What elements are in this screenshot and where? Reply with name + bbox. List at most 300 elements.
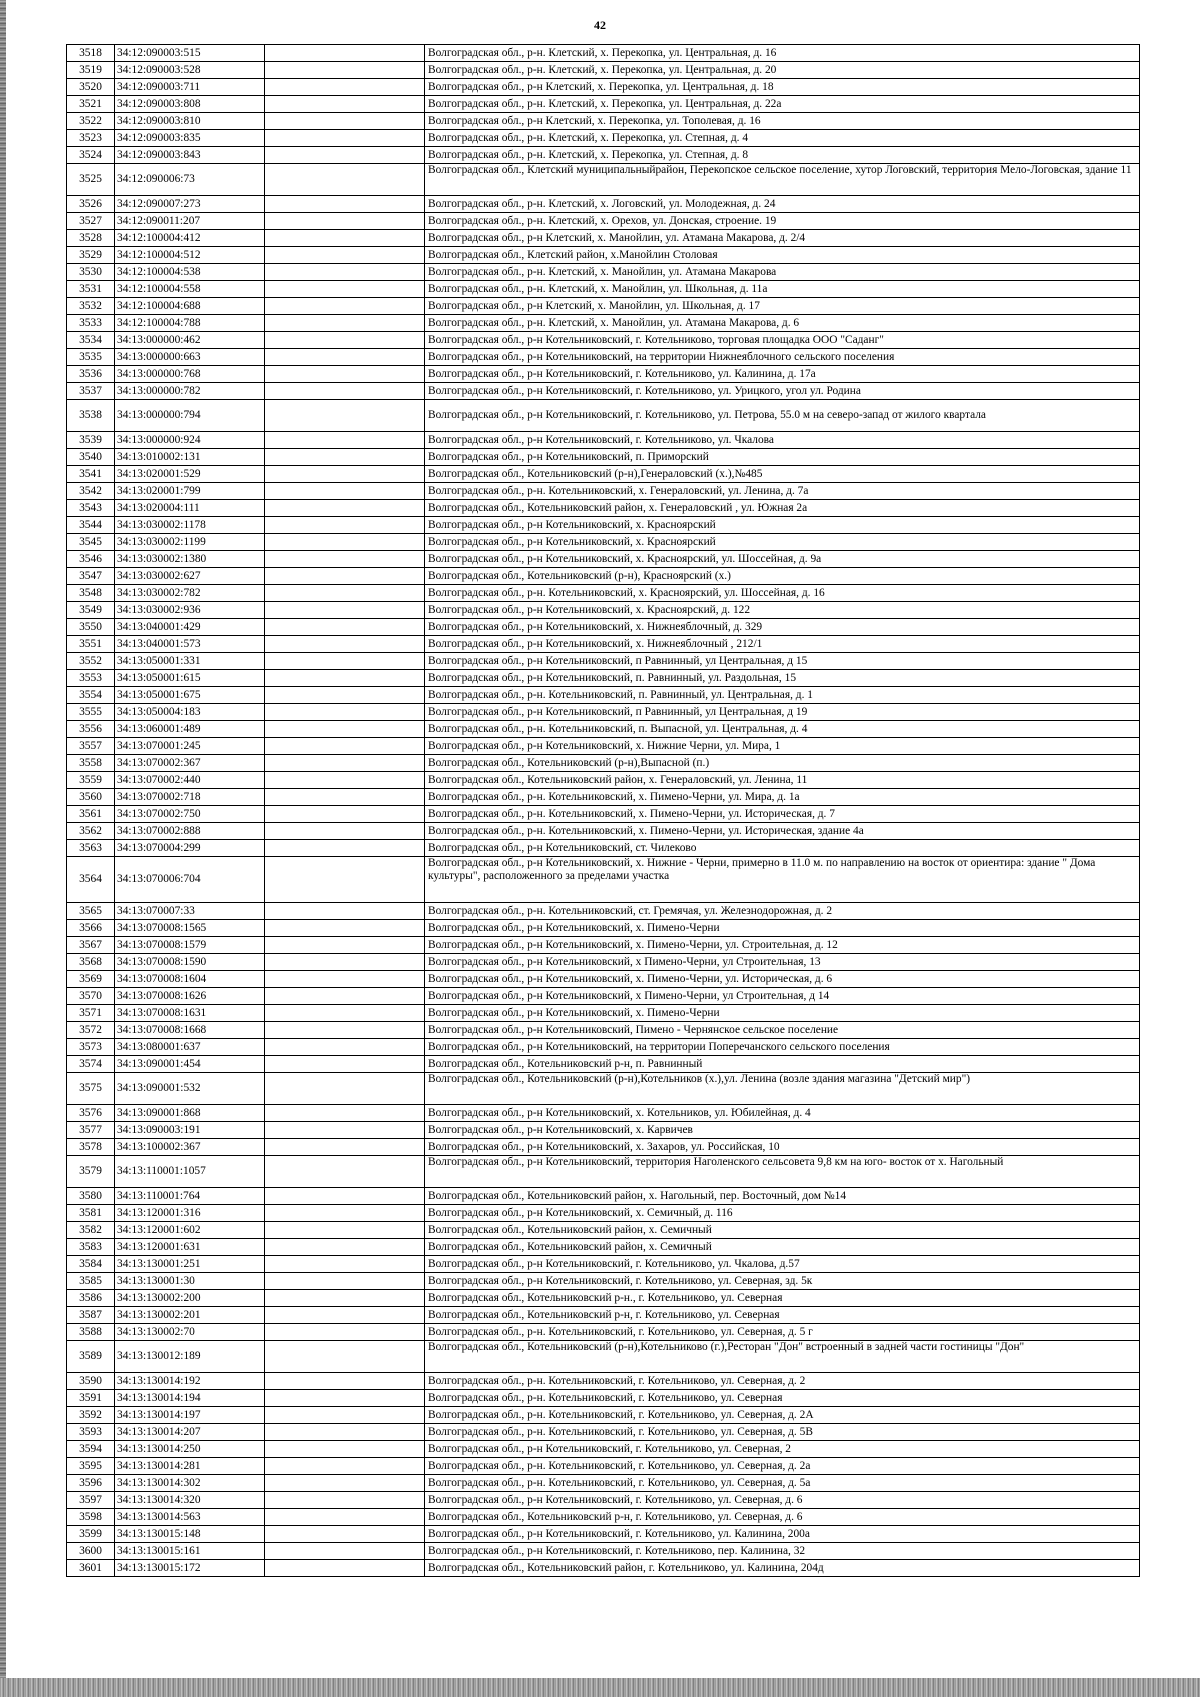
empty-cell [265, 1458, 425, 1475]
table-row [67, 113, 1140, 130]
cadastral-number: 34:13:130014:281 [115, 1458, 265, 1475]
cadastral-number: 34:13:020004:111 [115, 500, 265, 517]
empty-cell [265, 315, 425, 332]
row-number: 3597 [67, 1492, 115, 1509]
cadastral-number: 34:12:090003:835 [115, 130, 265, 147]
cadastral-number: 34:13:030002:1380 [115, 551, 265, 568]
row-number: 3546 [67, 551, 115, 568]
row-number: 3592 [67, 1407, 115, 1424]
empty-cell [265, 840, 425, 857]
table-row [67, 164, 1140, 196]
empty-cell [265, 619, 425, 636]
empty-cell [265, 517, 425, 534]
empty-cell [265, 298, 425, 315]
row-number: 3601 [67, 1560, 115, 1577]
row-number: 3580 [67, 1188, 115, 1205]
empty-cell [265, 1039, 425, 1056]
table-row [67, 281, 1140, 298]
empty-cell [265, 1005, 425, 1022]
address: Волгоградская обл., р-н. Котельниковский, г. Котельниково, ул. Северная, д. 2а [425, 1458, 1140, 1475]
empty-cell [265, 636, 425, 653]
row-number: 3536 [67, 366, 115, 383]
row-number: 3583 [67, 1239, 115, 1256]
row-number: 3539 [67, 432, 115, 449]
row-number: 3545 [67, 534, 115, 551]
empty-cell [265, 483, 425, 500]
address: Волгоградская обл., р-н. Котельниковский, х. Пимено-Черни, ул. Историческая, д. 7 [425, 806, 1140, 823]
address: Волгоградская обл., р-н Котельниковский, г. Котельниково, ул. Чкалова [425, 432, 1140, 449]
address: Волгоградская обл., р-н. Клетский, х. Логовский, ул. Молодежная, д. 24 [425, 196, 1140, 213]
row-number: 3557 [67, 738, 115, 755]
row-number: 3576 [67, 1105, 115, 1122]
table-row [67, 264, 1140, 281]
table-row [67, 130, 1140, 147]
cadastral-number: 34:13:040001:429 [115, 619, 265, 636]
table-row [67, 1475, 1140, 1492]
row-number: 3582 [67, 1222, 115, 1239]
table-row [67, 247, 1140, 264]
row-number: 3519 [67, 62, 115, 79]
cadastral-number: 34:13:130014:302 [115, 1475, 265, 1492]
empty-cell [265, 1407, 425, 1424]
address: Волгоградская обл., р-н. Клетский, х. Манойлин, ул. Школьная, д. 11а [425, 281, 1140, 298]
empty-cell [265, 1341, 425, 1373]
cadastral-number: 34:13:030002:782 [115, 585, 265, 602]
row-number: 3544 [67, 517, 115, 534]
address: Волгоградская обл., Котельниковский район, г. Котельниково, ул. Калинина, 204д [425, 1560, 1140, 1577]
empty-cell [265, 1424, 425, 1441]
address: Волгоградская обл., р-н. Клетский, х. Перекопка, ул. Центральная, д. 20 [425, 62, 1140, 79]
table-row [67, 1509, 1140, 1526]
address: Волгоградская обл., р-н Клетский, х. Перекопка, ул. Тополевая, д. 16 [425, 113, 1140, 130]
cadastral-number: 34:13:000000:768 [115, 366, 265, 383]
cadastral-number: 34:12:090003:843 [115, 147, 265, 164]
row-number: 3570 [67, 988, 115, 1005]
address: Волгоградская обл., р-н. Клетский, х. Орехов, ул. Донская, строение. 19 [425, 213, 1140, 230]
address: Волгоградская обл., Котельниковский район, х. Генераловский , ул. Южная 2а [425, 500, 1140, 517]
address: Волгоградская обл., Клетский район, х.Манойлин Столовая [425, 247, 1140, 264]
table-row [67, 721, 1140, 738]
cadastral-number: 34:12:090011:207 [115, 213, 265, 230]
row-number: 3567 [67, 937, 115, 954]
table-row [67, 738, 1140, 755]
empty-cell [265, 551, 425, 568]
empty-cell [265, 534, 425, 551]
row-number: 3520 [67, 79, 115, 96]
cadastral-number: 34:13:130002:70 [115, 1324, 265, 1341]
empty-cell [265, 45, 425, 62]
empty-cell [265, 213, 425, 230]
row-number: 3561 [67, 806, 115, 823]
cadastral-number: 34:13:070001:245 [115, 738, 265, 755]
cadastral-number: 34:13:070008:1631 [115, 1005, 265, 1022]
table-row [67, 196, 1140, 213]
address: Волгоградская обл., р-н. Клетский, х. Манойлин, ул. Атамана Макарова [425, 264, 1140, 281]
empty-cell [265, 1526, 425, 1543]
empty-cell [265, 971, 425, 988]
table-row [67, 147, 1140, 164]
cadastral-number: 34:12:090003:528 [115, 62, 265, 79]
address: Волгоградская обл., р-н. Клетский, х. Манойлин, ул. Атамана Макарова, д. 6 [425, 315, 1140, 332]
cadastral-number: 34:13:050004:183 [115, 704, 265, 721]
address: Волгоградская обл., Клетский муниципальныйрайон, Перекопское сельское поселение, хутор Логовский, территория Мело-Логовская, здание 11 [425, 164, 1140, 196]
row-number: 3553 [67, 670, 115, 687]
cadastral-number: 34:13:130014:320 [115, 1492, 265, 1509]
table-row [67, 1156, 1140, 1188]
table-row [67, 1526, 1140, 1543]
cadastral-number: 34:13:130014:207 [115, 1424, 265, 1441]
table-row [67, 1073, 1140, 1105]
empty-cell [265, 670, 425, 687]
table-row [67, 823, 1140, 840]
table-row [67, 1039, 1140, 1056]
address: Волгоградская обл., р-н. Котельниковский, х. Пимено-Черни, ул. Историческая, здание 4а [425, 823, 1140, 840]
table-row [67, 937, 1140, 954]
address: Волгоградская обл., р-н. Котельниковский, г. Котельниково, ул. Северная, д. 2 [425, 1373, 1140, 1390]
row-number: 3559 [67, 772, 115, 789]
cadastral-number: 34:13:050001:615 [115, 670, 265, 687]
row-number: 3596 [67, 1475, 115, 1492]
empty-cell [265, 1205, 425, 1222]
row-number: 3531 [67, 281, 115, 298]
row-number: 3575 [67, 1073, 115, 1105]
address: Волгоградская обл., р-н Котельниковский, х. Семичный, д. 116 [425, 1205, 1140, 1222]
cadastral-number: 34:13:050001:675 [115, 687, 265, 704]
table-row [67, 213, 1140, 230]
table-row [67, 619, 1140, 636]
empty-cell [265, 1156, 425, 1188]
address: Волгоградская обл., р-н Котельниковский, п. Приморский [425, 449, 1140, 466]
address: Волгоградская обл., Котельниковский р-н, п. Равнинный [425, 1056, 1140, 1073]
row-number: 3591 [67, 1390, 115, 1407]
table-row [67, 585, 1140, 602]
address: Волгоградская обл., р-н Клетский, х. Манойлин, ул. Атамана Макарова, д. 2/4 [425, 230, 1140, 247]
cadastral-number: 34:13:130014:197 [115, 1407, 265, 1424]
empty-cell [265, 1373, 425, 1390]
cadastral-number: 34:13:000000:663 [115, 349, 265, 366]
cadastral-number: 34:13:070008:1604 [115, 971, 265, 988]
row-number: 3574 [67, 1056, 115, 1073]
row-number: 3522 [67, 113, 115, 130]
empty-cell [265, 920, 425, 937]
address: Волгоградская обл., Котельниковский район, х. Семичный [425, 1222, 1140, 1239]
table-row [67, 704, 1140, 721]
table-row [67, 517, 1140, 534]
table-row [67, 840, 1140, 857]
table-row [67, 954, 1140, 971]
address: Волгоградская обл., р-н Котельниковский, х. Карвичев [425, 1122, 1140, 1139]
cadastral-number: 34:13:130014:250 [115, 1441, 265, 1458]
empty-cell [265, 721, 425, 738]
cadastral-number: 34:13:060001:489 [115, 721, 265, 738]
empty-cell [265, 806, 425, 823]
empty-cell [265, 1543, 425, 1560]
empty-cell [265, 1188, 425, 1205]
table-row [67, 1324, 1140, 1341]
row-number: 3551 [67, 636, 115, 653]
row-number: 3558 [67, 755, 115, 772]
cadastral-number: 34:13:020001:529 [115, 466, 265, 483]
row-number: 3548 [67, 585, 115, 602]
empty-cell [265, 755, 425, 772]
address: Волгоградская обл., р-н Котельниковский, г. Котельниково, ул. Урицкого, угол ул. Родина [425, 383, 1140, 400]
address: Волгоградская обл., р-н Котельниковский, г. Котельниково, торговая площадка ООО "Саданг" [425, 332, 1140, 349]
cadastral-number: 34:12:100004:512 [115, 247, 265, 264]
table-row [67, 315, 1140, 332]
cadastral-number: 34:12:090003:711 [115, 79, 265, 96]
empty-cell [265, 602, 425, 619]
empty-cell [265, 130, 425, 147]
empty-cell [265, 1122, 425, 1139]
empty-cell [265, 1022, 425, 1039]
empty-cell [265, 1105, 425, 1122]
cadastral-number: 34:13:130012:189 [115, 1341, 265, 1373]
table-row [67, 298, 1140, 315]
table-row [67, 1424, 1140, 1441]
address: Волгоградская обл., р-н. Клетский, х. Перекопка, ул. Степная, д. 8 [425, 147, 1140, 164]
empty-cell [265, 1239, 425, 1256]
address: Волгоградская обл., р-н Котельниковский, г. Котельниково, ул. Петрова, 55.0 м на северо-запад от жилого квартала [425, 400, 1140, 432]
table-row [67, 1373, 1140, 1390]
row-number: 3563 [67, 840, 115, 857]
empty-cell [265, 147, 425, 164]
empty-cell [265, 62, 425, 79]
table-row [67, 1205, 1140, 1222]
row-number: 3537 [67, 383, 115, 400]
table-row [67, 1307, 1140, 1324]
table-row [67, 1122, 1140, 1139]
empty-cell [265, 1273, 425, 1290]
table-row [67, 400, 1140, 432]
address: Волгоградская обл., Котельниковский р-н, г. Котельниково, ул. Северная [425, 1307, 1140, 1324]
row-number: 3530 [67, 264, 115, 281]
row-number: 3535 [67, 349, 115, 366]
cadastral-number: 34:13:090003:191 [115, 1122, 265, 1139]
cadastral-number: 34:13:070007:33 [115, 903, 265, 920]
address: Волгоградская обл., Котельниковский р-н, г. Котельниково, ул. Северная, д. 6 [425, 1509, 1140, 1526]
empty-cell [265, 164, 425, 196]
row-number: 3534 [67, 332, 115, 349]
address: Волгоградская обл., р-н. Котельниковский, х. Красноярский, ул. Шоссейная, д. 16 [425, 585, 1140, 602]
table-row [67, 1407, 1140, 1424]
empty-cell [265, 1441, 425, 1458]
row-number: 3577 [67, 1122, 115, 1139]
empty-cell [265, 79, 425, 96]
table-row [67, 466, 1140, 483]
empty-cell [265, 196, 425, 213]
cadastral-number: 34:12:090003:808 [115, 96, 265, 113]
address: Волгоградская обл., р-н Котельниковский, г. Котельниково, ул. Чкалова, д.57 [425, 1256, 1140, 1273]
cadastral-number: 34:13:030002:1199 [115, 534, 265, 551]
empty-cell [265, 1139, 425, 1156]
table-row [67, 62, 1140, 79]
row-number: 3598 [67, 1509, 115, 1526]
address: Волгоградская обл., р-н Котельниковский, х. Пимено-Черни [425, 920, 1140, 937]
cadastral-number: 34:13:130014:194 [115, 1390, 265, 1407]
cadastral-number: 34:13:130015:148 [115, 1526, 265, 1543]
table-row [67, 920, 1140, 937]
table-row [67, 971, 1140, 988]
table-row [67, 79, 1140, 96]
empty-cell [265, 988, 425, 1005]
row-number: 3599 [67, 1526, 115, 1543]
table-row [67, 551, 1140, 568]
row-number: 3573 [67, 1039, 115, 1056]
empty-cell [265, 264, 425, 281]
address: Волгоградская обл., р-н Котельниковский, на территории Нижнеяблочного сельского поселения [425, 349, 1140, 366]
address: Волгоградская обл., р-н. Котельниковский, х. Генераловский, ул. Ленина, д. 7а [425, 483, 1140, 500]
page-number: 42 [594, 18, 606, 32]
table-row [67, 568, 1140, 585]
cadastral-number: 34:13:070008:1590 [115, 954, 265, 971]
cadastral-number: 34:13:120001:631 [115, 1239, 265, 1256]
cadastral-number: 34:12:090006:73 [115, 164, 265, 196]
table-row [67, 332, 1140, 349]
address: Волгоградская обл., р-н Котельниковский, х. Красноярский [425, 534, 1140, 551]
address: Волгоградская обл., р-н Котельниковский, на территории Поперечанского сельского поселения [425, 1039, 1140, 1056]
cadastral-number: 34:12:090003:810 [115, 113, 265, 130]
row-number: 3541 [67, 466, 115, 483]
table-row [67, 1256, 1140, 1273]
table-row [67, 96, 1140, 113]
row-number: 3523 [67, 130, 115, 147]
table-row [67, 1390, 1140, 1407]
table-row [67, 45, 1140, 62]
cadastral-number: 34:13:110001:764 [115, 1188, 265, 1205]
address: Волгоградская обл., р-н Котельниковский, г. Котельниково, пер. Калинина, 32 [425, 1543, 1140, 1560]
cadastral-number: 34:12:090003:515 [115, 45, 265, 62]
table-row [67, 755, 1140, 772]
row-number: 3594 [67, 1441, 115, 1458]
row-number: 3542 [67, 483, 115, 500]
cadastral-number: 34:13:130001:251 [115, 1256, 265, 1273]
address: Волгоградская обл., Котельниковский (р-н),Генераловский (х.),№485 [425, 466, 1140, 483]
cadastral-number: 34:13:090001:532 [115, 1073, 265, 1105]
empty-cell [265, 1307, 425, 1324]
address: Волгоградская обл., р-н. Котельниковский, х. Пимено-Черни, ул. Мира, д. 1а [425, 789, 1140, 806]
empty-cell [265, 903, 425, 920]
address: Волгоградская обл., р-н Котельниковский, г. Котельниково, ул. Калинина, 200а [425, 1526, 1140, 1543]
address: Волгоградская обл., р-н Котельниковский, х. Нижнеяблочный, д. 329 [425, 619, 1140, 636]
empty-cell [265, 1390, 425, 1407]
address: Волгоградская обл., р-н. Клетский, х. Перекопка, ул. Центральная, д. 22а [425, 96, 1140, 113]
empty-cell [265, 1056, 425, 1073]
empty-cell [265, 789, 425, 806]
row-number: 3588 [67, 1324, 115, 1341]
table-row [67, 687, 1140, 704]
empty-cell [265, 954, 425, 971]
row-number: 3600 [67, 1543, 115, 1560]
table-row [67, 349, 1140, 366]
row-number: 3572 [67, 1022, 115, 1039]
cadastral-number: 34:13:130001:30 [115, 1273, 265, 1290]
row-number: 3587 [67, 1307, 115, 1324]
table-row [67, 230, 1140, 247]
row-number: 3556 [67, 721, 115, 738]
row-number: 3568 [67, 954, 115, 971]
cadastral-number: 34:12:100004:412 [115, 230, 265, 247]
address: Волгоградская обл., р-н Котельниковский, п. Равнинный, ул. Раздольная, 15 [425, 670, 1140, 687]
cadastral-number: 34:13:020001:799 [115, 483, 265, 500]
cadastral-number: 34:13:070002:367 [115, 755, 265, 772]
row-number: 3564 [67, 857, 115, 903]
address: Волгоградская обл., р-н Котельниковский, х. Захаров, ул. Российская, 10 [425, 1139, 1140, 1156]
empty-cell [265, 1222, 425, 1239]
address: Волгоградская обл., р-н Котельниковский, п Равнинный, ул Центральная, д 15 [425, 653, 1140, 670]
row-number: 3585 [67, 1273, 115, 1290]
table-row [67, 1458, 1140, 1475]
row-number: 3555 [67, 704, 115, 721]
address: Волгоградская обл., р-н. Клетский, х. Перекопка, ул. Степная, д. 4 [425, 130, 1140, 147]
scan-edge-left [0, 0, 6, 1697]
table-row [67, 903, 1140, 920]
cadastral-number: 34:13:130015:172 [115, 1560, 265, 1577]
cadastral-number: 34:13:130015:161 [115, 1543, 265, 1560]
cadastral-number: 34:13:030002:627 [115, 568, 265, 585]
table-row [67, 636, 1140, 653]
empty-cell [265, 653, 425, 670]
table-row [67, 432, 1140, 449]
empty-cell [265, 400, 425, 432]
cadastral-number: 34:13:090001:454 [115, 1056, 265, 1073]
table-row [67, 806, 1140, 823]
empty-cell [265, 466, 425, 483]
cadastral-number: 34:12:100004:558 [115, 281, 265, 298]
table-row [67, 988, 1140, 1005]
registry-body [67, 45, 1140, 1577]
address: Волгоградская обл., р-н Котельниковский, г. Котельниково, ул. Северная, д. 6 [425, 1492, 1140, 1509]
cadastral-number: 34:13:000000:782 [115, 383, 265, 400]
empty-cell [265, 823, 425, 840]
row-number: 3538 [67, 400, 115, 432]
table-row [67, 366, 1140, 383]
empty-cell [265, 1290, 425, 1307]
cadastral-number: 34:13:120001:316 [115, 1205, 265, 1222]
address: Волгоградская обл., р-н Котельниковский, х. Пимено-Черни, ул. Строительная, д. 12 [425, 937, 1140, 954]
empty-cell [265, 349, 425, 366]
table-row [67, 1105, 1140, 1122]
empty-cell [265, 1475, 425, 1492]
row-number: 3581 [67, 1205, 115, 1222]
cadastral-number: 34:13:070004:299 [115, 840, 265, 857]
empty-cell [265, 366, 425, 383]
empty-cell [265, 1509, 425, 1526]
table-row [67, 1005, 1140, 1022]
address: Волгоградская обл., Котельниковский (р-н),Котельниково (г.),Ресторан "Дон" встроенный в задней части гостиницы "Дон" [425, 1341, 1140, 1373]
empty-cell [265, 500, 425, 517]
cadastral-number: 34:12:100004:788 [115, 315, 265, 332]
cadastral-number: 34:13:130002:200 [115, 1290, 265, 1307]
row-number: 3528 [67, 230, 115, 247]
cadastral-number: 34:13:000000:924 [115, 432, 265, 449]
table-row [67, 857, 1140, 903]
address: Волгоградская обл., р-н Котельниковский, п Равнинный, ул Центральная, д 19 [425, 704, 1140, 721]
cadastral-number: 34:12:100004:688 [115, 298, 265, 315]
address: Волгоградская обл., Котельниковский (р-н),Котельников (х.),ул. Ленина (возле здания магазина "Детский мир") [425, 1073, 1140, 1105]
address: Волгоградская обл., р-н. Котельниковский, п. Выпасной, ул. Центральная, д. 4 [425, 721, 1140, 738]
empty-cell [265, 857, 425, 903]
address: Волгоградская обл., р-н Котельниковский, территория Наголенского сельсовета 9,8 км на юго- восток от х. Нагольный [425, 1156, 1140, 1188]
address: Волгоградская обл., р-н Котельниковский, х. Пимено-Черни, ул. Историческая, д. 6 [425, 971, 1140, 988]
empty-cell [265, 1492, 425, 1509]
cadastral-number: 34:13:120001:602 [115, 1222, 265, 1239]
cadastral-number: 34:13:070008:1565 [115, 920, 265, 937]
cadastral-number: 34:13:030002:1178 [115, 517, 265, 534]
row-number: 3578 [67, 1139, 115, 1156]
table-row [67, 1543, 1140, 1560]
address: Волгоградская обл., р-н Котельниковский, х. Пимено-Черни [425, 1005, 1140, 1022]
empty-cell [265, 772, 425, 789]
